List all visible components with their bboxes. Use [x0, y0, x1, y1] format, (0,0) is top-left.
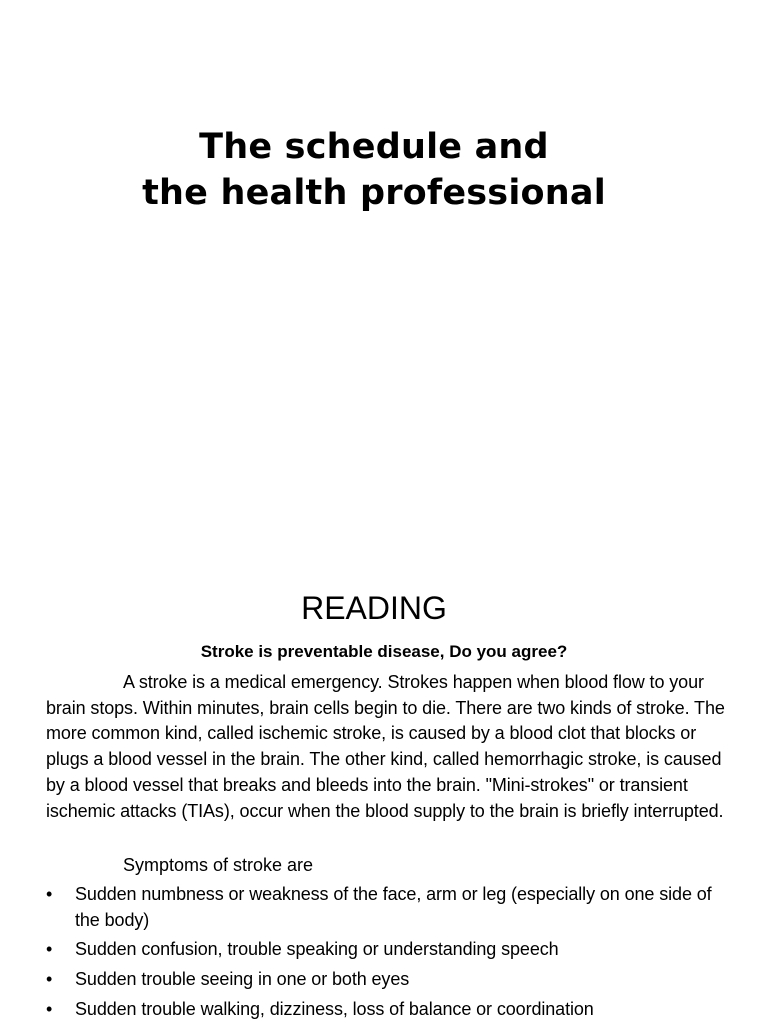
bullet-glyph: • — [46, 969, 53, 990]
reading-question: Stroke is preventable disease, Do you agree? — [200, 642, 568, 661]
symptom-item — [46, 967, 726, 993]
symptom-item — [46, 882, 726, 933]
symptom-list — [46, 882, 726, 1027]
bullet-glyph: • — [46, 998, 53, 1019]
symptom-text: Sudden trouble walking, dizziness, loss of balance or coordination — [75, 998, 594, 1019]
symptom-text: Sudden numbness or weakness of the face, arm or leg (especially on one side of the body) — [75, 884, 712, 930]
bullet-glyph: • — [46, 939, 53, 960]
symptoms-intro: Symptoms of stroke are — [123, 855, 314, 875]
slide-title-line-1: The schedule and — [199, 127, 549, 167]
reading-heading: READING — [301, 590, 447, 626]
symptom-item — [46, 997, 726, 1023]
symptom-text: Sudden trouble seeing in one or both eyes — [75, 969, 410, 990]
symptom-item — [46, 937, 726, 963]
bullet-glyph: • — [46, 884, 53, 904]
symptom-text: Sudden confusion, trouble speaking or understanding speech — [75, 939, 559, 960]
slide-title — [0, 124, 748, 216]
stroke-paragraph: A stroke is a medical emergency. Strokes happen when blood flow to your brain stops. Within minutes, brain cells begin to die. There are two kinds of stroke. The more common kind, called ischemic stroke, is caused by a blood clot that blocks or plugs a blood vessel in the brain. The other kind, called hemorrhagic stroke, is caused by a blood vessel that breaks and bleeds into the brain. "Mini-strokes" or transient ischemic attacks (TIAs), occur when the blood supply to the brain is briefly interrupted. — [46, 672, 725, 821]
slide-title-line-2: the health professional — [142, 173, 606, 213]
